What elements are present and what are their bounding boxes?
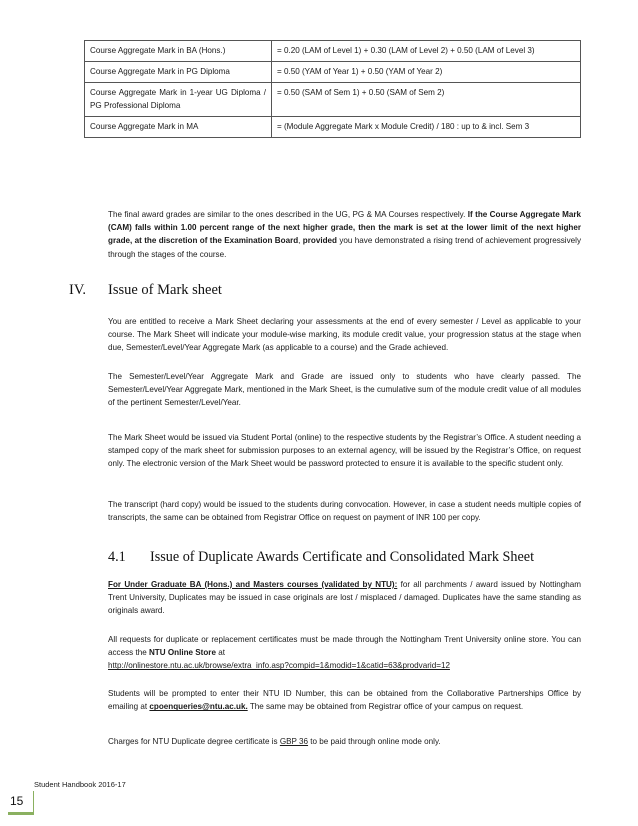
text-span: The same may be obtained from Registrar office of your campus on request. bbox=[249, 702, 524, 712]
email-link[interactable]: cpoenqueries@ntu.ac.uk. bbox=[149, 702, 248, 712]
duplicate-paragraph-3 bbox=[108, 687, 581, 713]
text-span: The final award grades are similar to the ones described in the UG, PG & MA Courses respectively. bbox=[108, 210, 466, 219]
table-cell-formula: = 0.20 (LAM of Level 1) + 0.30 (LAM of Level 2) + 0.50 (LAM of Level 3) bbox=[272, 41, 581, 62]
table-row bbox=[85, 62, 581, 83]
subsection-heading bbox=[108, 549, 534, 566]
text-span: at bbox=[218, 648, 225, 658]
mark-sheet-paragraph-2: The Semester/Level/Year Aggregate Mark and Grade are issued only to students who have clearly passed. The Semester/Level/Year Aggregate Mark, mentioned in the Mark Sheet, is the cumulative sum of the module credit value of all modules of the pertinent Semester/Level/Year. bbox=[108, 372, 581, 408]
mark-sheet-paragraph-3: The Mark Sheet would be issued via Student Portal (online) to the respective students by the Registrar’s Office. A student needing a stamped copy of the mark sheet for submission purposes to an external agency, will be issued by the Registrar’s Office, on request only. The electronic version of the Mark Sheet would be password protected to ensure it is available to the specific student only. bbox=[108, 433, 581, 469]
table-row bbox=[85, 83, 581, 117]
section-number: IV. bbox=[69, 282, 87, 298]
text-span: Students will be prompted to enter their NTU ID Number, this can be obtained from the Collaborative Partnerships Office by emailing at bbox=[108, 689, 581, 712]
table-row bbox=[85, 117, 581, 138]
text-span: Charges for NTU Duplicate degree certificate is bbox=[108, 737, 278, 746]
text-span: for all parchments / award issued by Nottingham Trent University, Duplicates may be issued in case originals are lost / misplaced / damaged. Duplicates have the same standing as originals award. bbox=[108, 580, 581, 616]
table-cell-label: Course Aggregate Mark in PG Diploma bbox=[85, 62, 272, 83]
online-store-link[interactable]: http://onlinestore.ntu.ac.uk/browse/extra_info.asp?compid=1&modid=1&catid=63&prodvarid=12 bbox=[108, 661, 450, 671]
section-title: Issue of Mark sheet bbox=[108, 282, 222, 298]
table-cell-formula: = 0.50 (SAM of Sem 1) + 0.50 (SAM of Sem 2) bbox=[272, 83, 581, 117]
subsection-title: Issue of Duplicate Awards Certificate and Consolidated Mark Sheet bbox=[150, 549, 535, 565]
bold-text: NTU Online Store bbox=[148, 648, 216, 658]
table-cell-label: Course Aggregate Mark in 1-year UG Diploma / PG Professional Diploma bbox=[85, 83, 272, 117]
final-award-paragraph bbox=[108, 208, 581, 261]
duplicate-paragraph-1 bbox=[108, 578, 581, 618]
mark-sheet-paragraph-1: You are entitled to receive a Mark Sheet declaring your assessments at the end of every semester / Level as applicable to your course. The Mark Sheet will indicate your module-wise marking, its module credit value, your progression status at the stage when due, Semester/Level/Year Aggregate Mark (as applicable to a course) and the Grade achieved. bbox=[108, 317, 581, 353]
amount-text: GBP 36 bbox=[279, 737, 309, 746]
text-span: to be paid through online mode only. bbox=[310, 737, 441, 746]
table-cell-formula: = (Module Aggregate Mark x Module Credit) / 180 : up to & incl. Sem 3 bbox=[272, 117, 581, 138]
section-heading bbox=[69, 282, 222, 299]
table-cell-label: Course Aggregate Mark in BA (Hons.) bbox=[85, 41, 272, 62]
table-row bbox=[85, 41, 581, 62]
text-span: you have demonstrated a rising trend of achievement progressively through the stages of the course. bbox=[108, 236, 582, 259]
duplicate-paragraph-4 bbox=[108, 735, 581, 748]
text-span: , bbox=[298, 236, 301, 246]
page-number: 15 bbox=[10, 794, 24, 808]
footer-handbook-label: Student Handbook 2016-17 bbox=[34, 780, 126, 789]
table-cell-formula: = 0.50 (YAM of Year 1) + 0.50 (YAM of Year 2) bbox=[272, 62, 581, 83]
transcript-paragraph: The transcript (hard copy) would be issued to the students during convocation. However, in case a student needs multiple copies of transcripts, the same can be obtained from Registrar Office on request on payment of INR 100 per copy. bbox=[108, 500, 581, 523]
bold-text: provided bbox=[302, 236, 337, 246]
text-span: All requests for duplicate or replacement certificates must be made through the Nottingham Trent University online store. You can access the bbox=[108, 635, 581, 658]
duplicate-paragraph-2 bbox=[108, 633, 581, 673]
footer-rule bbox=[8, 812, 34, 815]
course-aggregate-table bbox=[84, 40, 581, 138]
subsection-number: 4.1 bbox=[108, 549, 126, 565]
bold-underlined-text: For Under Graduate BA (Hons.) and Masters courses (validated by NTU): bbox=[108, 580, 398, 589]
table-cell-label: Course Aggregate Mark in MA bbox=[85, 117, 272, 138]
bold-text: If the Course Aggregate Mark (CAM) falls within 1.00 percent range of the next higher grade, then the mark is set at the lower limit of the next higher grade, at the discretion of the Examination Board bbox=[108, 210, 581, 246]
